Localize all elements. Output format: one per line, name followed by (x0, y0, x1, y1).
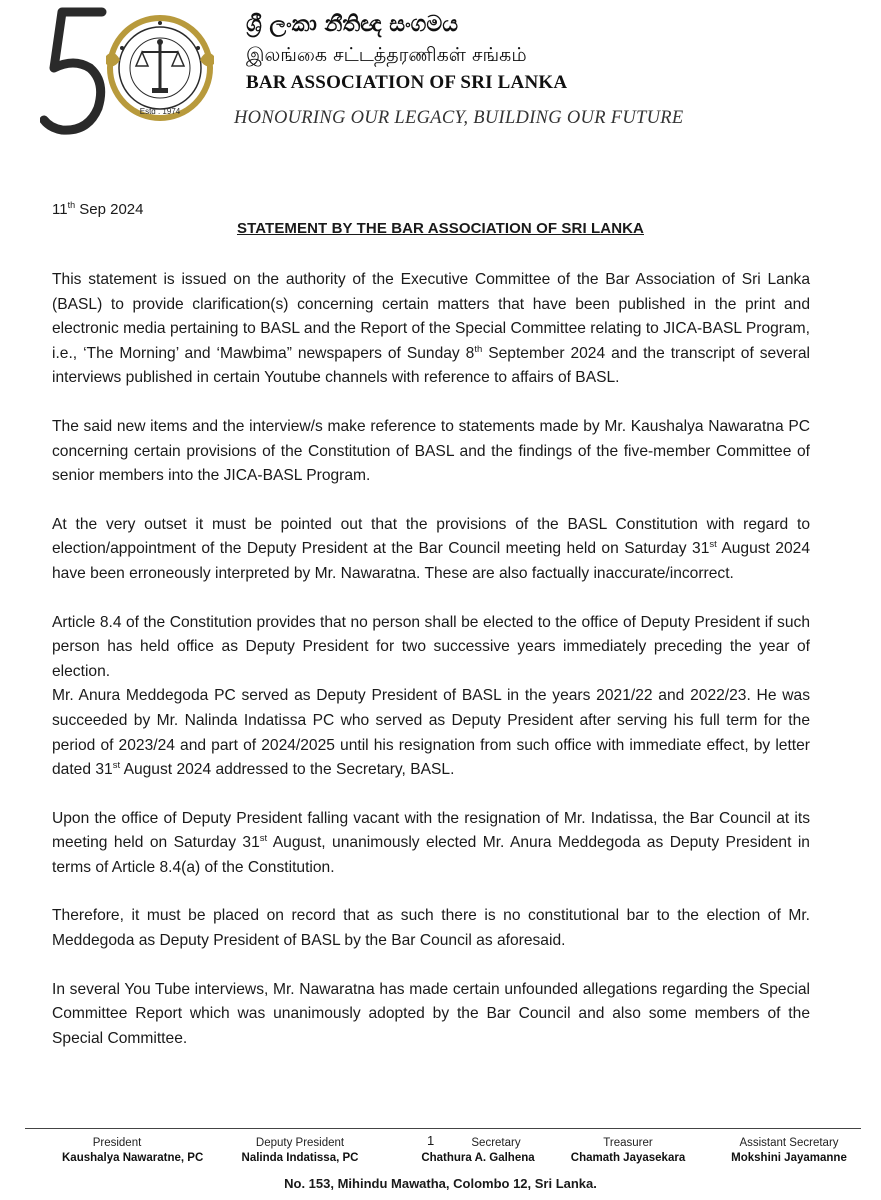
logo-estd-text: Estd . 1974 (139, 107, 181, 116)
statement-title: STATEMENT BY THE BAR ASSOCIATION OF SRI LANKA (236, 220, 644, 237)
statement-body (52, 268, 810, 1075)
officer-president: President Kaushalya Nawaratne, PC (62, 1137, 204, 1164)
org-name-tamil: இலங்கை சட்டத்தரணிகள் சங்கம் (246, 44, 527, 66)
statement-date: 11th Sep 2024 (52, 200, 144, 218)
paragraph-1: This statement is issued on the authority of the Executive Committee of the Bar Association of Sri Lanka (BASL) to provide clarification(s) concerning certain matters that have been published in the print and electronic media pertaining to BASL and the Report of the Special Committee relating to JICA-BASL Program, i.e., ‘The Morning’ and ‘Mawbima” newspapers of Sunday 8th September 2024 and the transcript of several interviews published in certain Youtube channels with reference to affairs of BASL. (52, 271, 810, 387)
paragraph-4: Article 8.4 of the Constitution provides that no person shall be elected to the office of Deputy President if such person has held office as Deputy President for two successive years immediately preceding the year of election. (52, 613, 810, 680)
office-address: No. 153, Mihindu Mawatha, Colombo 12, Sri Lanka. (284, 1176, 597, 1191)
officer-treasurer: Treasurer Chamath Jayasekara (570, 1137, 686, 1164)
paragraph-7: Therefore, it must be placed on record that as such there is no constitutional bar to the election of Mr. Meddegoda as Deputy President of BASL by the Bar Council as aforesaid. (52, 907, 810, 950)
org-name-sinhala: ශ්‍රී ලංකා නීතිඥ සංගමය (246, 12, 459, 37)
paragraph-3: At the very outset it must be pointed out that the provisions of the BASL Constitution with regard to election/appointment of the Deputy President at the Bar Council meeting held on Saturday 31st August 2024 have been erroneously interpreted by Mr. Nawaratna. These are also factually inaccurate/incorrect. (52, 515, 811, 582)
letterhead (0, 0, 881, 150)
officer-assistant-secretary: Assistant Secretary Mokshini Jayamanne (731, 1137, 847, 1164)
paragraph-6: Upon the office of Deputy President falling vacant with the resignation of Mr. Indatissa, the Bar Council at its meeting held on Saturday 31st August, unanimously elected Mr. Anura Meddegoda as Deputy President in terms of Article 8.4(a) of the Constitution. (52, 809, 810, 876)
paragraph-8: In several You Tube interviews, Mr. Nawaratna has made certain unfounded allegations regarding the Special Committee Report which was unanimously adopted by the Bar Council and also some members of the Special Committee. (52, 980, 810, 1047)
basl-50th-anniversary-logo (40, 6, 225, 141)
org-motto: HONOURING OUR LEGACY, BUILDING OUR FUTURE (234, 108, 684, 128)
footer-divider (25, 1128, 861, 1129)
officer-deputy-president: Deputy President Nalinda Indatissa, PC (241, 1137, 359, 1164)
officer-secretary: Secretary Chathura A. Galhena (421, 1137, 535, 1164)
org-name-english: BAR ASSOCIATION OF SRI LANKA (246, 72, 568, 93)
paragraph-2: The said new items and the interview/s make reference to statements made by Mr. Kaushalya Nawaratna PC concerning certain provisions of the Constitution of BASL and the findings of the five-member Committee of senior members into the JICA-BASL Program. (52, 417, 810, 485)
paragraph-5: Mr. Anura Meddegoda PC served as Deputy President of BASL in the years 2021/22 and 2022/23. He was succeeded by Mr. Nalinda Indatissa PC who served as Deputy President after serving his full term for the period of 2023/24 and part of 2024/2025 until his resignation from such office with immediate effect, by letter dated 31st August 2024 addressed to the Secretary, BASL. (52, 687, 810, 779)
page-number: 1 (427, 1133, 435, 1148)
